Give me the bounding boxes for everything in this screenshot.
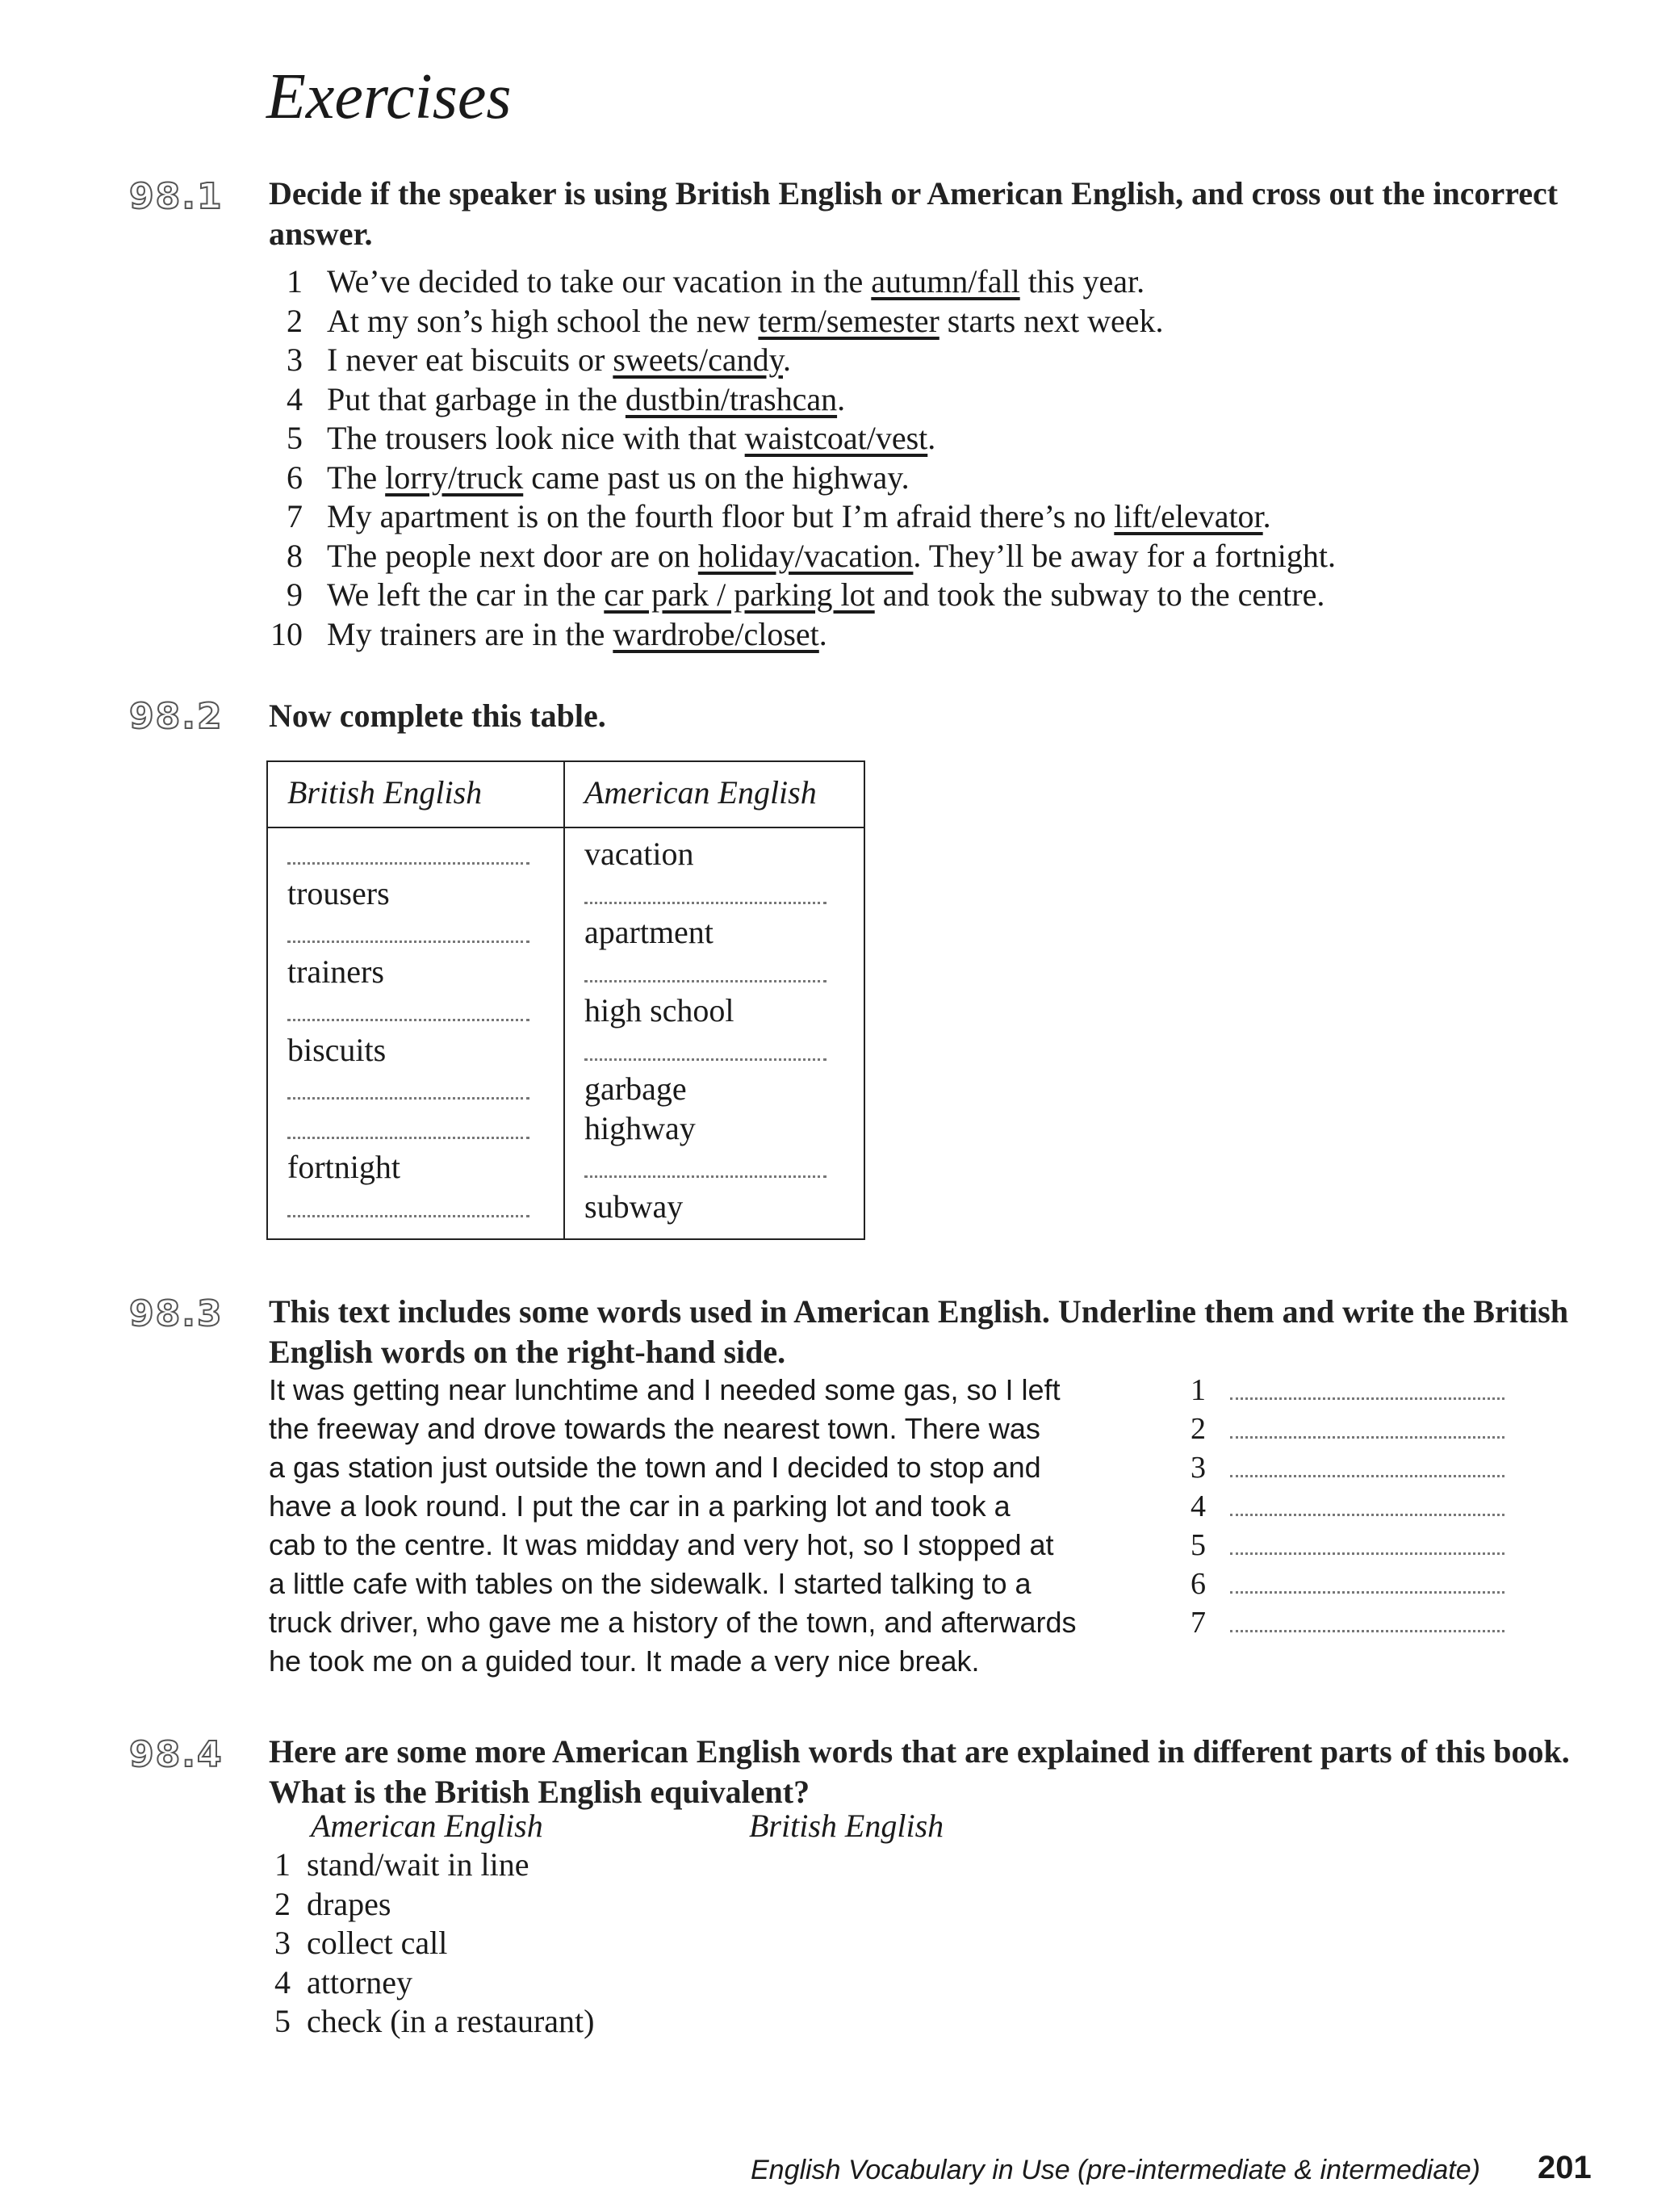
list-item: 1 stand/wait in line [274, 1846, 529, 1883]
blank-cell[interactable] [287, 913, 529, 953]
passage-line: It was getting near lunchtime and I needed some gas, so I left [269, 1373, 1061, 1406]
table-divider [563, 762, 565, 1238]
answer-line[interactable]: 5 [1191, 1526, 1504, 1565]
word-choice[interactable]: dustbin/trashcan [625, 380, 838, 417]
answer-blank[interactable] [287, 1073, 529, 1100]
word-choice[interactable]: waistcoat/vest [744, 420, 928, 456]
exercise-number-98-3: 98.3 [129, 1293, 224, 1334]
answer-blank[interactable] [287, 1191, 529, 1217]
table-cell: biscuits [287, 1031, 387, 1068]
list-item: 2 drapes [274, 1885, 391, 1922]
answer-blank[interactable] [584, 878, 826, 904]
answer-blank[interactable] [584, 1034, 826, 1061]
word-choice[interactable]: wardrobe/closet [613, 615, 819, 652]
column-header-british: British English [287, 774, 483, 811]
table-cell: fortnight [287, 1149, 400, 1185]
list-item: 8 The people next door are on holiday/vacation. They’ll be away for a fortnight. [287, 537, 1336, 574]
vocabulary-table [266, 760, 865, 1240]
word-choice[interactable]: sweets/candy [613, 341, 783, 378]
blank-cell[interactable] [584, 874, 826, 914]
answer-list [1191, 1371, 1504, 1642]
list-item: 4 attorney [274, 1963, 413, 2000]
page-title: Exercises [266, 61, 512, 132]
answer-blank[interactable] [584, 956, 826, 982]
answer-blank[interactable] [287, 1112, 529, 1139]
table-cell: vacation [584, 836, 694, 872]
list-item: 10 My trainers are in the wardrobe/closet. [270, 615, 827, 652]
list-item: 6 The lorry/truck came past us on the highway. [287, 459, 910, 496]
passage-line: a little cafe with tables on the sidewalk. I started talking to a [269, 1567, 1032, 1600]
blank-cell[interactable] [584, 1031, 826, 1070]
blank-cell[interactable] [287, 1070, 529, 1109]
answer-line[interactable]: 2 [1191, 1410, 1504, 1448]
list-item: 5 The trousers look nice with that waistcoat/vest. [287, 420, 936, 456]
answer-line[interactable]: 6 [1191, 1565, 1504, 1603]
word-choice[interactable]: lorry/truck [385, 459, 524, 496]
answer-blank[interactable] [584, 1151, 826, 1178]
passage-line: a gas station just outside the town and I decided to stop and [269, 1451, 1041, 1484]
table-cell: highway [584, 1109, 696, 1146]
answer-line[interactable]: 1 [1191, 1371, 1504, 1410]
table-cell: high school [584, 992, 734, 1028]
column-header-british-4: British English [749, 1808, 944, 1844]
exercise-instruction-98-4: Here are some more American English words that are explained in different parts of this book. What is the British English equivalent? [269, 1733, 1570, 1810]
word-choice[interactable]: term/semester [758, 302, 939, 339]
answer-blank[interactable] [287, 995, 529, 1021]
list-item: 5 check (in a restaurant) [274, 2003, 595, 2039]
list-item: 4 Put that garbage in the dustbin/trashcan. [287, 380, 846, 417]
list-item: 3 I never eat biscuits or sweets/candy. [287, 341, 791, 378]
table-cell: trousers [287, 874, 390, 911]
table-cell: apartment [584, 914, 714, 950]
answer-line[interactable]: 7 [1191, 1603, 1504, 1642]
blank-cell[interactable] [584, 953, 826, 992]
exercise-instruction-98-1: Decide if the speaker is using British English or American English, and cross out the incorrect answer. [269, 175, 1559, 252]
word-choice[interactable]: lift/elevator [1114, 498, 1263, 534]
american-column [584, 835, 826, 1226]
word-choice[interactable]: autumn/fall [871, 263, 1020, 300]
column-header-american: American English [584, 774, 817, 811]
table-cell: subway [584, 1188, 684, 1225]
reading-passage [269, 1371, 1157, 1681]
word-choice[interactable]: car park / parking lot [604, 576, 875, 613]
passage-line: cab to the centre. It was midday and very hot, so I stopped at [269, 1528, 1054, 1561]
answer-blank[interactable] [287, 838, 529, 865]
column-header-american-4: American English [311, 1808, 543, 1844]
blank-cell[interactable] [287, 991, 529, 1031]
exercise-98-4-list [266, 1845, 594, 2042]
list-item: 7 My apartment is on the fourth floor but I’m afraid there’s no lift/elevator. [287, 498, 1271, 534]
list-item: 1 We’ve decided to take our vacation in the autumn/fall this year. [287, 263, 1145, 300]
table-cell: trainers [287, 953, 384, 990]
list-item: 2 At my son’s high school the new term/semester starts next week. [287, 302, 1164, 339]
answer-blank[interactable] [287, 916, 529, 943]
answer-line[interactable]: 3 [1191, 1448, 1504, 1487]
blank-cell[interactable] [287, 1109, 529, 1149]
british-column [287, 835, 529, 1226]
exercise-number-98-2: 98.2 [129, 696, 224, 737]
exercise-number-98-1: 98.1 [129, 176, 224, 217]
table-cell: garbage [584, 1070, 687, 1107]
book-title-footer: English Vocabulary in Use (pre-intermediate & intermediate) [751, 2155, 1480, 2185]
passage-line: have a look round. I put the car in a parking lot and took a [269, 1489, 1011, 1523]
passage-line: he took me on a guided tour. It made a very nice break. [269, 1644, 980, 1678]
exercise-number-98-4: 98.4 [129, 1734, 224, 1775]
exercise-98-1-list [266, 262, 1336, 654]
word-choice[interactable]: holiday/vacation [697, 537, 914, 574]
exercise-instruction-98-3: This text includes some words used in American English. Underline them and write the British English words on the right-hand side. [269, 1293, 1569, 1370]
blank-cell[interactable] [584, 1148, 826, 1188]
exercise-instruction-98-2: Now complete this table. [269, 698, 606, 734]
blank-cell[interactable] [287, 1188, 529, 1227]
passage-line: truck driver, who gave me a history of the town, and afterwards [269, 1606, 1077, 1639]
list-item: 3 collect call [274, 1925, 448, 1961]
passage-line: the freeway and drove towards the nearest town. There was [269, 1412, 1040, 1445]
page-number: 201 [1538, 2150, 1592, 2185]
answer-line[interactable]: 4 [1191, 1487, 1504, 1526]
blank-cell[interactable] [287, 835, 529, 874]
list-item: 9 We left the car in the car park / parking lot and took the subway to the centre. [287, 576, 1325, 613]
